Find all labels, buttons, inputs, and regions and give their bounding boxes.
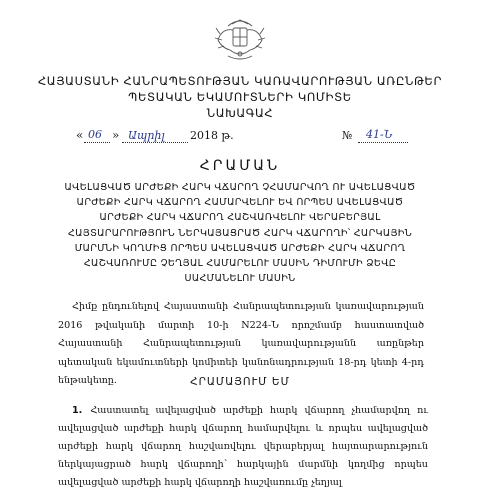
date-close-quote: » [112,128,120,142]
date-day: 06 [88,128,102,141]
month-underline [122,142,188,143]
issuer-line: ՀԱՅԱՍՏԱՆԻ ՀԱՆՐԱՊԵՏՈՒԹՅԱՆ ԿԱՌԱՎԱՐՈՒԹՅԱՆ ԱՌԸՆԹԵՐ [37,74,443,88]
document-title: ՀՐԱՄԱՆ [199,158,281,174]
item-text: Հաստատել ավելացված արժեքի հարկ վճարող չհամարվող ու ավելացված արժեքի հարկ վճարող համարվելու և որպես ավելացված արժեքի հարկ վճարող հաշվառվելու վերաբերյալ հայտարարություն ներկայացրած հարկ վճարողի՝ հարկային մարմնի կողմից որպես ավելացված արժեքի հարկ վճարողի հաշվառումը չեղյալ [58,405,428,488]
day-underline [84,142,110,143]
basis-paragraph: Հիմք ընդունելով Հայաստանի Հանրապետության կառավարության 2016 թվականի մարտի 10-ի N224-Ն որոշմամբ հաստատված Հայաստանի Հանրապետության կառավարությանն առընթեր պետական եկամուտների կոմիտեի կանոնադրության 18-րդ կետի 4-րդ ենթակետը. [58,301,424,386]
list-item [58,402,428,492]
order-number: 41-Ն [366,128,393,141]
decree-heading: ՀՐԱՄԱՅՈՒՄ ԵՄ [190,376,290,388]
date-year: 2018 թ. [190,129,234,142]
number-underline [358,142,408,143]
date-row [76,130,416,146]
document-subject: ԱՎԵԼԱՑՎԱԾ ԱՐԺԵՔԻ ՀԱՐԿ ՎՃԱՐՈՂ ՉՀԱՄԱՐՎՈՂ ՈՒ ԱՎԵԼԱՑՎԱԾ ԱՐԺԵՔԻ ՀԱՐԿ ՎՃԱՐՈՂ ՀԱՄԱՐՎԵԼՈՒ ԵՎ ՈՐՊԵՍ ԱՎԵԼԱՑՎԱԾ ԱՐԺԵՔԻ ՀԱՐԿ ՎՃԱՐՈՂ ՀԱՇՎԱՌՎԵԼՈՒ ՎԵՐԱԲԵՐՅԱԼ ՀԱՅՏԱՐԱՐՈՒԹՅՈՒՆ ՆԵՐԿԱՅԱՑՐԱԾ ՀԱՐԿ ՎՃԱՐՈՂԻ՝ ՀԱՐԿԱՅԻՆ ՄԱՐՄՆԻ ԿՈՂՄԻՑ ՈՐՊԵՍ ԱՎԵԼԱՑՎԱԾ ԱՐԺԵՔԻ ՀԱՐԿ ՎՃԱՐՈՂ ՀԱՇՎԱՌՈՒՄԸ ՉԵՂՅԱԼ ՀԱՄԱՐԵԼՈՒ ՄԱՍԻՆ ԴԻՄՈՒՄԻ ՁԵՎԸ ՍԱՀՄԱՆԵԼՈՒ ՄԱՍԻՆ [64,182,416,285]
number-sign: № [342,129,353,142]
date-month: Ապրիլ [128,129,165,142]
committee-line: ՊԵՏԱԿԱՆ ԵԿԱՄՈՒՏՆԵՐԻ ԿՈՄԻՏԵ [128,90,352,104]
coat-of-arms-icon [214,18,266,64]
date-open-quote: « [76,128,84,142]
item-number: 1. [72,405,83,416]
chairman-line: ՆԱԽԱԳԱՀ [206,106,274,120]
